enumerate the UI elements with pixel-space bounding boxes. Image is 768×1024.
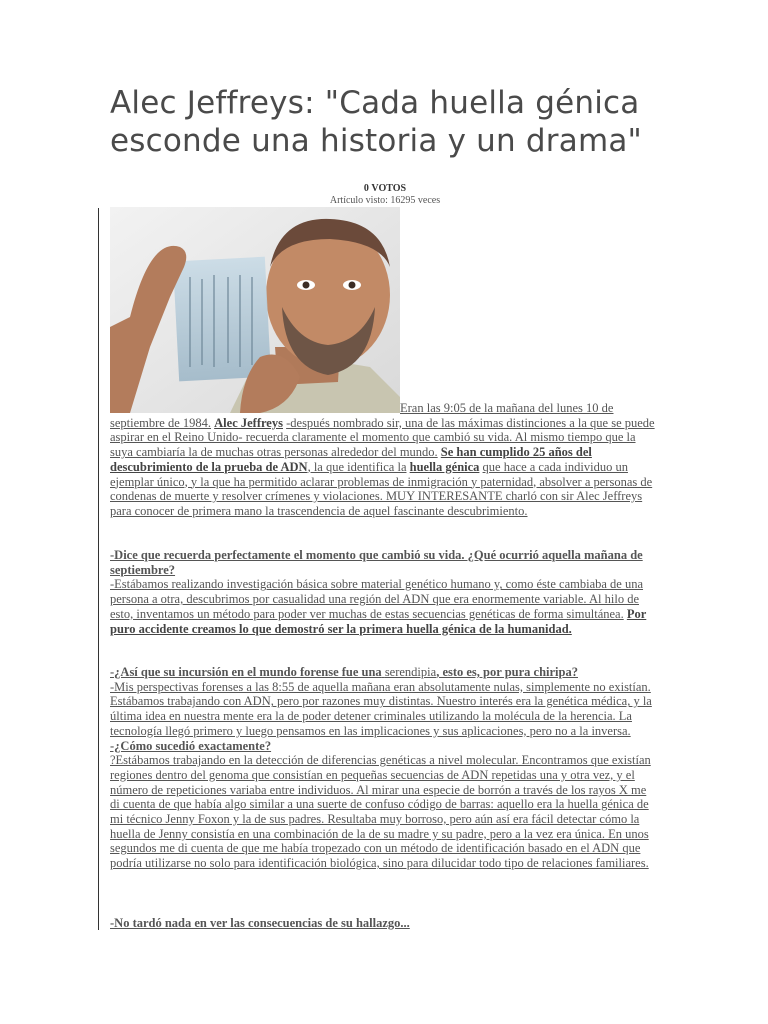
intro-bold-1: Se han cumplido 25 años del descubrimiento de la prueba de ADN [110, 445, 592, 474]
intro-text-4: que hace a cada individuo un ejemplar único, y la que ha permitido aclarar problemas de inmigración y paternidad, absolver a personas de condenas de muerte y resolver crímenes y violaciones. MUY INTERESANTE charló con sir Alec Jeffreys para conocer de primera mano la trascendencia de aquel fascinante descubrimiento. [110, 459, 653, 518]
votes-label: VOTOS [371, 183, 407, 194]
intro-text-2: -después nombrado sir, una de las máximas distinciones a la que se puede aspirar en el Reino Unido- recuerda claramente el momento que cambió su vida. Al mismo tiempo que la suya cambiaría la de muchas otras personas alrededor del mundo. [110, 415, 655, 460]
intro-text-3: , la que identifica la [307, 459, 407, 474]
question-3: -¿Cómo sucedió exactamente? [110, 738, 272, 753]
portrait-photo [110, 207, 400, 413]
views-suffix: veces [417, 195, 441, 206]
answer-2: -Mis perspectivas forenses a las 8:55 de aquella mañana eran absolutamente nulas, simplemente no existían. Estábamos trabajando con ADN, pero por razones muy distintas. Nuestro interés era la genética médica, y la última idea en nuestra mente era la de poder detener criminales utilizando la molécula de la herencia. La tecnología llegó primero y luego pensamos en las implicaciones y sus aplicaciones, pero no a la inversa. [110, 679, 652, 738]
qa-block-1 [110, 548, 658, 636]
views-line [250, 195, 520, 207]
answer-1-text: -Estábamos realizando investigación básica sobre material genético humano y, como éste cambiaba de una persona a otra, descubrimos por casualidad una región del ADN que era enormemente variable. Al hilo de esto, inventamos un método para poder ver muchas de estas secuencias genéticas de forma simultánea. [110, 577, 644, 621]
question-2 [110, 665, 658, 680]
intro-bold-2: huella génica [409, 459, 480, 474]
left-border-line [98, 208, 99, 930]
article-title: Alec Jeffreys: "Cada huella génica esconde una historia y un drama" [110, 85, 642, 159]
intro-paragraph [110, 401, 658, 519]
question-2-a: -¿Así que su incursión en el mundo forense fue una [110, 665, 382, 679]
votes-count: 0 [363, 183, 369, 194]
qa-block-2 [110, 665, 658, 871]
question-4: -No tardó nada en ver las consecuencias de su hallazgo... [110, 916, 410, 930]
question-2-b: , esto es, por pura chiripa? [436, 665, 578, 679]
portrait-illustration [110, 207, 400, 413]
answer-1 [110, 577, 658, 636]
serendipia-link[interactable]: serendipia [384, 665, 437, 679]
intro-text-1: Eran las 9:05 de la mañana del lunes 10 de septiembre de 1984. [110, 401, 614, 430]
votes-line [250, 183, 520, 195]
views-prefix: Artículo visto: [329, 195, 388, 206]
votes-info [250, 183, 520, 207]
question-1: -Dice que recuerda perfectamente el momento que cambió su vida. ¿Qué ocurrió aquella mañana de septiembre? [110, 548, 643, 577]
answer-1-bold: Por puro accidente creamos lo que demostró ser la primera huella génica de la humanidad. [110, 606, 647, 636]
qa-block-4 [110, 916, 658, 931]
answer-3: ?Estábamos trabajando en la detección de diferencias genéticas a nivel molecular. Encontramos que existían regiones dentro del genoma que consistían en pequeñas secuencias de ADN repetidas una y otra vez, y el número de repeticiones variaba entre individuos. Al mirar una especie de borrón a través de los rayos X me di cuenta de que había algo similar a una suerte de confuso código de barras: aquello era la huella génica de mi técnico Jenny Foxon y la de sus padres. Resultaba muy borroso, pero aún así era fácil detectar cómo la huella de Jenny consistía en una combinación de la de su madre y su padre, pero a la vez era única. En unos segundos me di cuenta de que me había tropezado con un método de identificación basado en el ADN que podría utilizarse no solo para identificación biológica, sino para dilucidar todo tipo de relaciones familiares. [110, 753, 651, 871]
views-count: 16295 [390, 195, 416, 206]
intro-name: Alec Jeffreys [214, 415, 283, 430]
